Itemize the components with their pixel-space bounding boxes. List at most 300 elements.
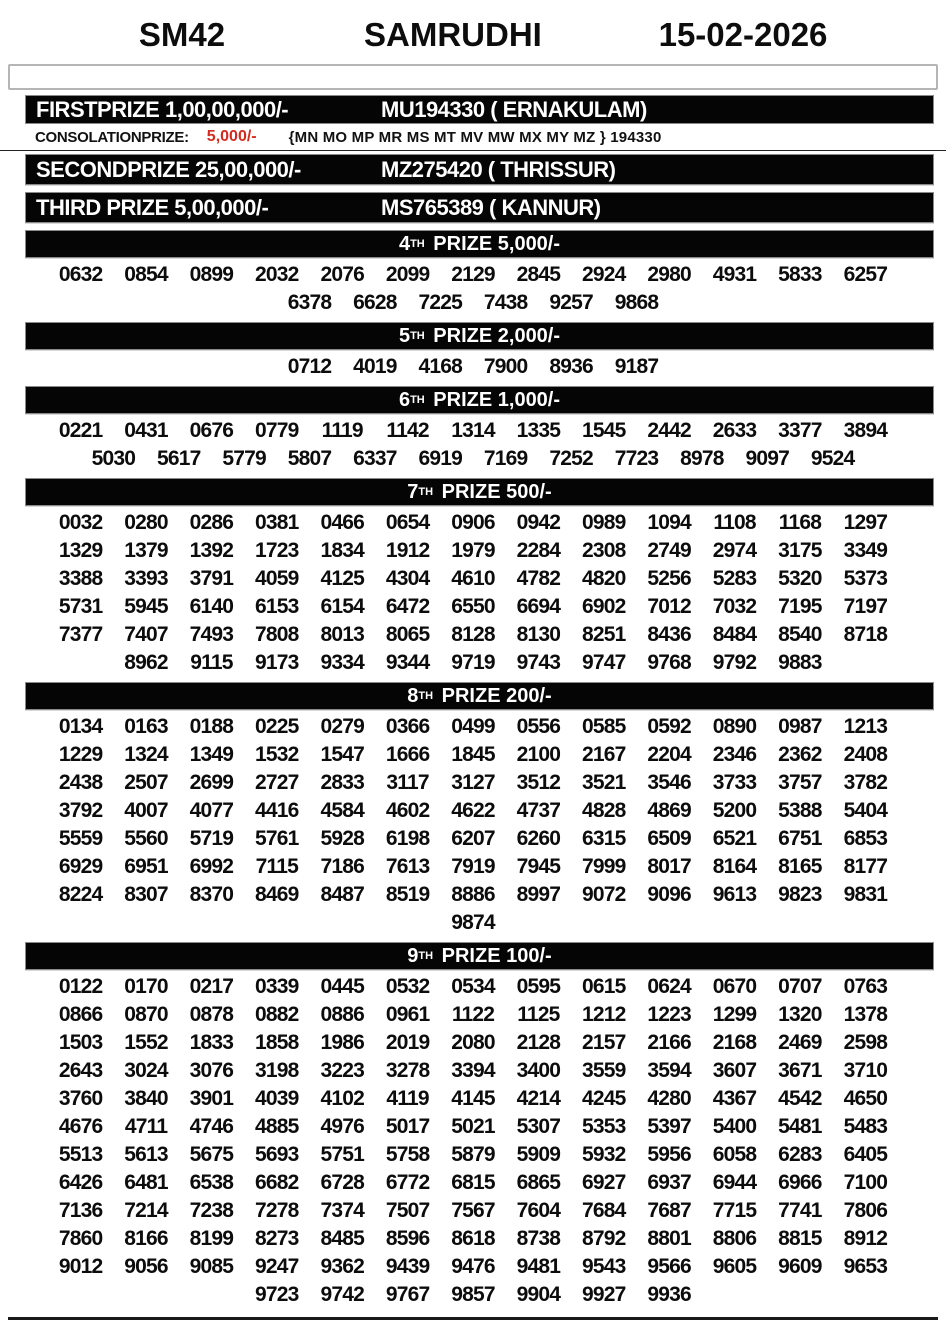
ticket-number: 4711 bbox=[124, 1115, 168, 1138]
ticket-number: 5373 bbox=[843, 567, 888, 590]
ticket-number: 6153 bbox=[255, 595, 299, 618]
ticket-number: 7684 bbox=[582, 1199, 626, 1222]
ticket-number: 2157 bbox=[582, 1031, 626, 1054]
number-row bbox=[0, 825, 946, 853]
ticket-number: 6728 bbox=[320, 1171, 364, 1194]
ticket-number: 8806 bbox=[712, 1227, 757, 1250]
number-row bbox=[0, 353, 946, 381]
ticket-number: 2308 bbox=[582, 539, 626, 562]
ticket-number: 5481 bbox=[778, 1115, 822, 1138]
ticket-number: 0592 bbox=[647, 715, 691, 738]
ticket-number: 7723 bbox=[614, 447, 659, 470]
ticket-number: 9096 bbox=[647, 883, 691, 906]
ticket-number: 0499 bbox=[451, 715, 495, 738]
ticket-number: 8801 bbox=[647, 1227, 691, 1250]
ticket-number: 3024 bbox=[124, 1059, 168, 1082]
ticket-number: 2168 bbox=[712, 1031, 757, 1054]
ticket-number: 8792 bbox=[582, 1227, 626, 1250]
number-row bbox=[0, 1169, 946, 1197]
ticket-number: 8370 bbox=[189, 883, 234, 906]
ticket-number: 0431 bbox=[124, 419, 168, 442]
ticket-number: 6283 bbox=[778, 1143, 822, 1166]
number-row bbox=[0, 853, 946, 881]
ticket-number: 5030 bbox=[91, 447, 136, 470]
ticket-number: 6140 bbox=[189, 595, 234, 618]
ticket-number: 4931 bbox=[712, 263, 757, 286]
ticket-number: 3840 bbox=[124, 1087, 168, 1110]
ticket-number: 2408 bbox=[843, 743, 888, 766]
ticket-number: 1547 bbox=[320, 743, 364, 766]
ticket-number: 7115 bbox=[255, 855, 298, 878]
ticket-number: 1552 bbox=[124, 1031, 168, 1054]
ticket-number: 3117 bbox=[386, 771, 429, 794]
ticket-number: 0217 bbox=[189, 975, 234, 998]
ticket-number: 3559 bbox=[582, 1059, 626, 1082]
ticket-number: 5283 bbox=[712, 567, 757, 590]
ticket-number: 0122 bbox=[58, 975, 103, 998]
ticket-number: 8164 bbox=[712, 855, 757, 878]
ticket-number: 6521 bbox=[712, 827, 757, 850]
ticket-number: 1324 bbox=[124, 743, 168, 766]
ticket-number: 1320 bbox=[778, 1003, 822, 1026]
ticket-number: 3901 bbox=[189, 1087, 234, 1110]
number-row bbox=[0, 1141, 946, 1169]
ticket-number: 9653 bbox=[843, 1255, 888, 1278]
ticket-number: 3127 bbox=[451, 771, 495, 794]
ticket-number: 7507 bbox=[385, 1199, 430, 1222]
ticket-number: 6058 bbox=[712, 1143, 757, 1166]
ticket-number: 0615 bbox=[582, 975, 626, 998]
ticket-number: 8224 bbox=[58, 883, 103, 906]
top-header bbox=[0, 10, 946, 60]
number-row bbox=[0, 1085, 946, 1113]
ticket-number: 9743 bbox=[516, 651, 561, 674]
ticket-number: 1122 bbox=[451, 1003, 495, 1026]
ticket-number: 1212 bbox=[582, 1003, 626, 1026]
ticket-number: 8469 bbox=[255, 883, 299, 906]
ticket-number: 9524 bbox=[810, 447, 855, 470]
ticket-number: 5021 bbox=[451, 1115, 495, 1138]
ticket-number: 0624 bbox=[647, 975, 691, 998]
ticket-number: 6902 bbox=[582, 595, 626, 618]
ticket-number: 8307 bbox=[124, 883, 168, 906]
consolation-label: CONSOLATIONPRIZE: bbox=[35, 128, 189, 146]
number-row bbox=[0, 909, 946, 937]
ticket-number: 4650 bbox=[843, 1087, 888, 1110]
ticket-number: 0381 bbox=[255, 511, 299, 534]
ticket-number: 9247 bbox=[255, 1255, 299, 1278]
ticket-number: 6257 bbox=[843, 263, 888, 286]
ticket-number: 8165 bbox=[778, 855, 822, 878]
ticket-number: 4869 bbox=[647, 799, 691, 822]
ticket-number: 5945 bbox=[124, 595, 168, 618]
prize-title-rest: PRIZE 2,000/- bbox=[427, 324, 561, 347]
prize-header-5th: 5 TH PRIZE 2,000/- bbox=[25, 322, 934, 350]
ticket-number: 4737 bbox=[516, 799, 561, 822]
ticket-number: 4077 bbox=[189, 799, 234, 822]
ticket-number: 3198 bbox=[255, 1059, 299, 1082]
number-row bbox=[0, 797, 946, 825]
ticket-number: 9904 bbox=[516, 1283, 561, 1306]
ticket-number: 0188 bbox=[189, 715, 234, 738]
ticket-number: 0878 bbox=[189, 1003, 234, 1026]
ticket-number: 3393 bbox=[124, 567, 168, 590]
prize-section-4th bbox=[0, 230, 946, 318]
ticket-number: 5017 bbox=[385, 1115, 430, 1138]
ticket-number: 0779 bbox=[255, 419, 299, 442]
ticket-number: 9476 bbox=[451, 1255, 495, 1278]
ticket-number: 2166 bbox=[647, 1031, 691, 1054]
ticket-number: 4602 bbox=[385, 799, 430, 822]
ticket-number: 4214 bbox=[516, 1087, 561, 1110]
ticket-number: 9085 bbox=[189, 1255, 234, 1278]
ticket-number: 4059 bbox=[255, 567, 299, 590]
ticket-number: 5388 bbox=[778, 799, 822, 822]
prize-rank-number: 8 bbox=[407, 684, 419, 707]
ticket-number: 0906 bbox=[451, 511, 495, 534]
ticket-number: 1168 bbox=[778, 511, 822, 534]
ticket-number: 0712 bbox=[287, 355, 332, 378]
ticket-number: 0163 bbox=[124, 715, 168, 738]
ticket-number: 0221 bbox=[58, 419, 103, 442]
bottom-rule bbox=[8, 1317, 938, 1320]
ticket-number: 3782 bbox=[843, 771, 888, 794]
consolation-series: {MN MO MP MR MS MT MV MW MX MY MZ } 194330 bbox=[288, 128, 662, 146]
ticket-number: 4828 bbox=[582, 799, 626, 822]
number-row bbox=[0, 593, 946, 621]
second-prize-amount: 25,00,000/- bbox=[195, 156, 301, 182]
prize-title-rest: PRIZE 200/- bbox=[436, 684, 552, 707]
ticket-number: 9173 bbox=[255, 651, 299, 674]
ticket-number: 2974 bbox=[712, 539, 757, 562]
ticket-number: 8815 bbox=[778, 1227, 822, 1250]
ticket-number: 1545 bbox=[582, 419, 626, 442]
ticket-number: 4039 bbox=[255, 1087, 299, 1110]
prize-header-7th: 7 TH PRIZE 500/- bbox=[25, 478, 934, 506]
ticket-number: 5513 bbox=[58, 1143, 103, 1166]
ticket-number: 3223 bbox=[320, 1059, 364, 1082]
ticket-number: 3733 bbox=[712, 771, 757, 794]
ticket-number: 6772 bbox=[385, 1171, 430, 1194]
number-row bbox=[0, 445, 946, 473]
ticket-number: 8978 bbox=[680, 447, 724, 470]
prize-title-rest: PRIZE 5,000/- bbox=[427, 232, 561, 255]
ticket-number: 9257 bbox=[549, 291, 593, 314]
number-row bbox=[0, 289, 946, 317]
ticket-number: 9097 bbox=[745, 447, 790, 470]
ticket-number: 3400 bbox=[516, 1059, 561, 1082]
prize-title-rest: PRIZE 500/- bbox=[436, 480, 552, 503]
ticket-number: 5675 bbox=[189, 1143, 234, 1166]
ticket-number: 4367 bbox=[712, 1087, 757, 1110]
ticket-number: 9874 bbox=[451, 911, 495, 934]
prize-title-rest: PRIZE 1,000/- bbox=[427, 388, 561, 411]
ticket-number: 5400 bbox=[712, 1115, 757, 1138]
number-row bbox=[0, 649, 946, 677]
ticket-number: 7407 bbox=[124, 623, 168, 646]
ticket-number: 1108 bbox=[713, 511, 756, 534]
draw-date: 15-02-2026 bbox=[658, 16, 828, 53]
ticket-number: 0866 bbox=[58, 1003, 103, 1026]
ticket-number: 4007 bbox=[124, 799, 168, 822]
number-row bbox=[0, 261, 946, 289]
ticket-number: 3377 bbox=[778, 419, 822, 442]
ticket-number: 2469 bbox=[778, 1031, 822, 1054]
ticket-number: 9439 bbox=[385, 1255, 430, 1278]
ticket-number: 5617 bbox=[156, 447, 201, 470]
ticket-number: 9868 bbox=[614, 291, 659, 314]
ticket-number: 0595 bbox=[516, 975, 561, 998]
ticket-number: 1979 bbox=[451, 539, 495, 562]
ticket-number: 6951 bbox=[124, 855, 168, 878]
ticket-number: 8936 bbox=[549, 355, 593, 378]
ticket-number: 6865 bbox=[516, 1171, 561, 1194]
third-prize-amount: 5,00,000/- bbox=[174, 194, 269, 220]
ticket-number: 2284 bbox=[516, 539, 561, 562]
ticket-number: 9613 bbox=[712, 883, 757, 906]
ticket-number: 7613 bbox=[385, 855, 430, 878]
ticket-number: 5693 bbox=[255, 1143, 299, 1166]
ticket-number: 0870 bbox=[124, 1003, 168, 1026]
ticket-number: 7377 bbox=[58, 623, 103, 646]
ticket-number: 5397 bbox=[647, 1115, 691, 1138]
prize-rank-number: 4 bbox=[398, 232, 411, 255]
ticket-number: 0032 bbox=[58, 511, 103, 534]
ticket-number: 7214 bbox=[124, 1199, 168, 1222]
ticket-number: 9566 bbox=[647, 1255, 691, 1278]
ticket-number: 0987 bbox=[778, 715, 822, 738]
winning-numbers-9th bbox=[0, 972, 946, 1310]
lottery-name: SAMRUDHI bbox=[364, 16, 542, 53]
ticket-number: 9747 bbox=[582, 651, 626, 674]
third-prize-label-amount bbox=[26, 195, 381, 221]
second-prize-label-amount bbox=[26, 157, 381, 183]
ticket-number: 1299 bbox=[712, 1003, 757, 1026]
ticket-number: 1833 bbox=[189, 1031, 234, 1054]
ticket-number: 8130 bbox=[516, 623, 561, 646]
ticket-number: 2129 bbox=[451, 263, 495, 286]
ticket-number: 4019 bbox=[353, 355, 397, 378]
ticket-number: 5719 bbox=[189, 827, 234, 850]
prize-header-4th: 4 TH PRIZE 5,000/- bbox=[25, 230, 934, 258]
ticket-number: 6337 bbox=[353, 447, 397, 470]
ticket-number: 3671 bbox=[778, 1059, 822, 1082]
ticket-number: 6751 bbox=[778, 827, 822, 850]
ticket-number: 8912 bbox=[843, 1227, 888, 1250]
ticket-number: 5833 bbox=[778, 263, 822, 286]
ticket-number: 8166 bbox=[124, 1227, 168, 1250]
ticket-number: 0466 bbox=[320, 511, 364, 534]
ticket-number: 3594 bbox=[647, 1059, 691, 1082]
ticket-number: 5932 bbox=[582, 1143, 626, 1166]
number-row bbox=[0, 1001, 946, 1029]
ticket-number: 1094 bbox=[647, 511, 691, 534]
ticket-number: 4145 bbox=[451, 1087, 495, 1110]
ticket-number: 2442 bbox=[647, 419, 691, 442]
ticket-number: 6538 bbox=[189, 1171, 234, 1194]
ticket-number: 9831 bbox=[843, 883, 888, 906]
ticket-number: 1335 bbox=[516, 419, 561, 442]
ticket-number: 1392 bbox=[189, 539, 234, 562]
ticket-number: 0534 bbox=[451, 975, 495, 998]
ticket-number: 6929 bbox=[58, 855, 103, 878]
ticket-number: 2362 bbox=[778, 743, 822, 766]
ticket-number: 1349 bbox=[189, 743, 234, 766]
ticket-number: 6550 bbox=[451, 595, 495, 618]
ticket-number: 5879 bbox=[451, 1143, 495, 1166]
ticket-number: 7567 bbox=[451, 1199, 495, 1222]
ticket-number: 8436 bbox=[647, 623, 691, 646]
ticket-number: 0632 bbox=[58, 263, 103, 286]
number-row bbox=[0, 621, 946, 649]
ticket-number: 4610 bbox=[451, 567, 495, 590]
ticket-number: 7945 bbox=[516, 855, 561, 878]
ticket-number: 1503 bbox=[58, 1031, 103, 1054]
ticket-number: 2019 bbox=[385, 1031, 430, 1054]
ticket-number: 2845 bbox=[516, 263, 561, 286]
ticket-number: 1223 bbox=[647, 1003, 691, 1026]
ticket-number: 6207 bbox=[451, 827, 495, 850]
ticket-number: 1912 bbox=[385, 539, 430, 562]
ticket-number: 0445 bbox=[320, 975, 364, 998]
ticket-number: 8484 bbox=[712, 623, 757, 646]
ticket-number: 7136 bbox=[58, 1199, 103, 1222]
ticket-number: 1142 bbox=[386, 419, 429, 442]
ticket-number: 8013 bbox=[320, 623, 364, 646]
number-row bbox=[0, 741, 946, 769]
prize-section-9th bbox=[0, 942, 946, 1310]
ticket-number: 3175 bbox=[778, 539, 822, 562]
prize-title-rest: PRIZE 100/- bbox=[436, 944, 552, 967]
ticket-number: 0961 bbox=[385, 1003, 430, 1026]
ticket-number: 8128 bbox=[451, 623, 495, 646]
ticket-number: 8487 bbox=[320, 883, 364, 906]
ticket-number: 7252 bbox=[549, 447, 593, 470]
second-prize-winner: MZ275420 ( THRISSUR) bbox=[381, 156, 616, 182]
ticket-number: 7604 bbox=[516, 1199, 561, 1222]
ticket-number: 8251 bbox=[582, 623, 626, 646]
ticket-number: 3278 bbox=[385, 1059, 430, 1082]
ticket-number: 6944 bbox=[712, 1171, 757, 1194]
second-prize-label: SECONDPRIZE bbox=[36, 156, 190, 182]
ticket-number: 2507 bbox=[124, 771, 168, 794]
ticket-number: 4280 bbox=[647, 1087, 691, 1110]
ticket-number: 8718 bbox=[843, 623, 888, 646]
ticket-number: 5909 bbox=[516, 1143, 561, 1166]
ticket-number: 9072 bbox=[582, 883, 626, 906]
ticket-number: 9187 bbox=[614, 355, 659, 378]
ticket-number: 2076 bbox=[320, 263, 364, 286]
ticket-number: 8596 bbox=[385, 1227, 430, 1250]
ticket-number: 7032 bbox=[712, 595, 757, 618]
number-row bbox=[0, 769, 946, 797]
ticket-number: 7493 bbox=[189, 623, 234, 646]
ticket-number: 6481 bbox=[124, 1171, 168, 1194]
prize-section-6th bbox=[0, 386, 946, 474]
ticket-number: 8519 bbox=[385, 883, 430, 906]
ticket-number: 0339 bbox=[255, 975, 299, 998]
ticket-number: 4676 bbox=[58, 1115, 103, 1138]
ticket-number: 0556 bbox=[516, 715, 561, 738]
ticket-number: 6628 bbox=[353, 291, 397, 314]
ticket-number: 2598 bbox=[843, 1031, 888, 1054]
ticket-number: 6315 bbox=[582, 827, 626, 850]
third-prize-winner: MS765389 ( KANNUR) bbox=[381, 194, 601, 220]
ticket-number: 7169 bbox=[483, 447, 528, 470]
ticket-number: 5807 bbox=[287, 447, 332, 470]
number-row bbox=[0, 713, 946, 741]
ticket-number: 0942 bbox=[516, 511, 561, 534]
ticket-number: 5200 bbox=[712, 799, 757, 822]
ticket-number: 3546 bbox=[647, 771, 691, 794]
ticket-number: 7195 bbox=[778, 595, 822, 618]
number-row bbox=[0, 1113, 946, 1141]
number-row bbox=[0, 1197, 946, 1225]
ticket-number: 5560 bbox=[124, 827, 168, 850]
ticket-number: 7806 bbox=[843, 1199, 888, 1222]
number-row bbox=[0, 973, 946, 1001]
third-prize-label: THIRD PRIZE bbox=[36, 194, 169, 220]
ticket-number: 4168 bbox=[418, 355, 463, 378]
ticket-number: 7225 bbox=[418, 291, 463, 314]
prize-section-8th bbox=[0, 682, 946, 938]
ticket-number: 5483 bbox=[843, 1115, 888, 1138]
ticket-number: 0280 bbox=[124, 511, 168, 534]
ticket-number: 8017 bbox=[647, 855, 691, 878]
number-row bbox=[0, 1029, 946, 1057]
ticket-number: 2924 bbox=[582, 263, 626, 286]
ticket-number: 9344 bbox=[385, 651, 430, 674]
ticket-number: 5559 bbox=[58, 827, 103, 850]
ticket-number: 8997 bbox=[516, 883, 561, 906]
ticket-number: 1723 bbox=[255, 539, 299, 562]
ticket-number: 4245 bbox=[582, 1087, 626, 1110]
first-prize-label-amount bbox=[26, 97, 381, 123]
ticket-number: 0286 bbox=[189, 511, 234, 534]
ticket-number: 8199 bbox=[189, 1227, 234, 1250]
ticket-number: 4584 bbox=[320, 799, 364, 822]
ticket-number: 9719 bbox=[451, 651, 495, 674]
ticket-number: 4746 bbox=[189, 1115, 234, 1138]
ticket-number: 3521 bbox=[582, 771, 626, 794]
ticket-number: 9768 bbox=[647, 651, 691, 674]
ticket-number: 8738 bbox=[516, 1227, 561, 1250]
ticket-number: 0854 bbox=[124, 263, 168, 286]
winning-numbers-7th bbox=[0, 508, 946, 678]
ticket-number: 9115 bbox=[190, 651, 233, 674]
ticket-number: 7999 bbox=[582, 855, 626, 878]
first-prize-winner: MU194330 ( ERNAKULAM) bbox=[381, 96, 647, 122]
ticket-number: 4125 bbox=[320, 567, 364, 590]
ticket-number: 7278 bbox=[255, 1199, 299, 1222]
lower-prize-sections bbox=[0, 230, 946, 1310]
ticket-number: 7197 bbox=[843, 595, 888, 618]
prize-rank-number: 5 bbox=[398, 324, 411, 347]
ticket-number: 4885 bbox=[255, 1115, 299, 1138]
number-row bbox=[0, 1225, 946, 1253]
ticket-number: 3791 bbox=[189, 567, 234, 590]
ticket-number: 8962 bbox=[124, 651, 168, 674]
ticket-number: 1213 bbox=[843, 715, 888, 738]
ticket-number: 0989 bbox=[582, 511, 626, 534]
ticket-number: 3757 bbox=[778, 771, 822, 794]
ticket-number: 3349 bbox=[843, 539, 888, 562]
ticket-number: 4102 bbox=[320, 1087, 364, 1110]
ticket-number: 0886 bbox=[320, 1003, 364, 1026]
ticket-number: 1229 bbox=[58, 743, 103, 766]
ticket-number: 0225 bbox=[255, 715, 299, 738]
ticket-number: 1986 bbox=[320, 1031, 364, 1054]
